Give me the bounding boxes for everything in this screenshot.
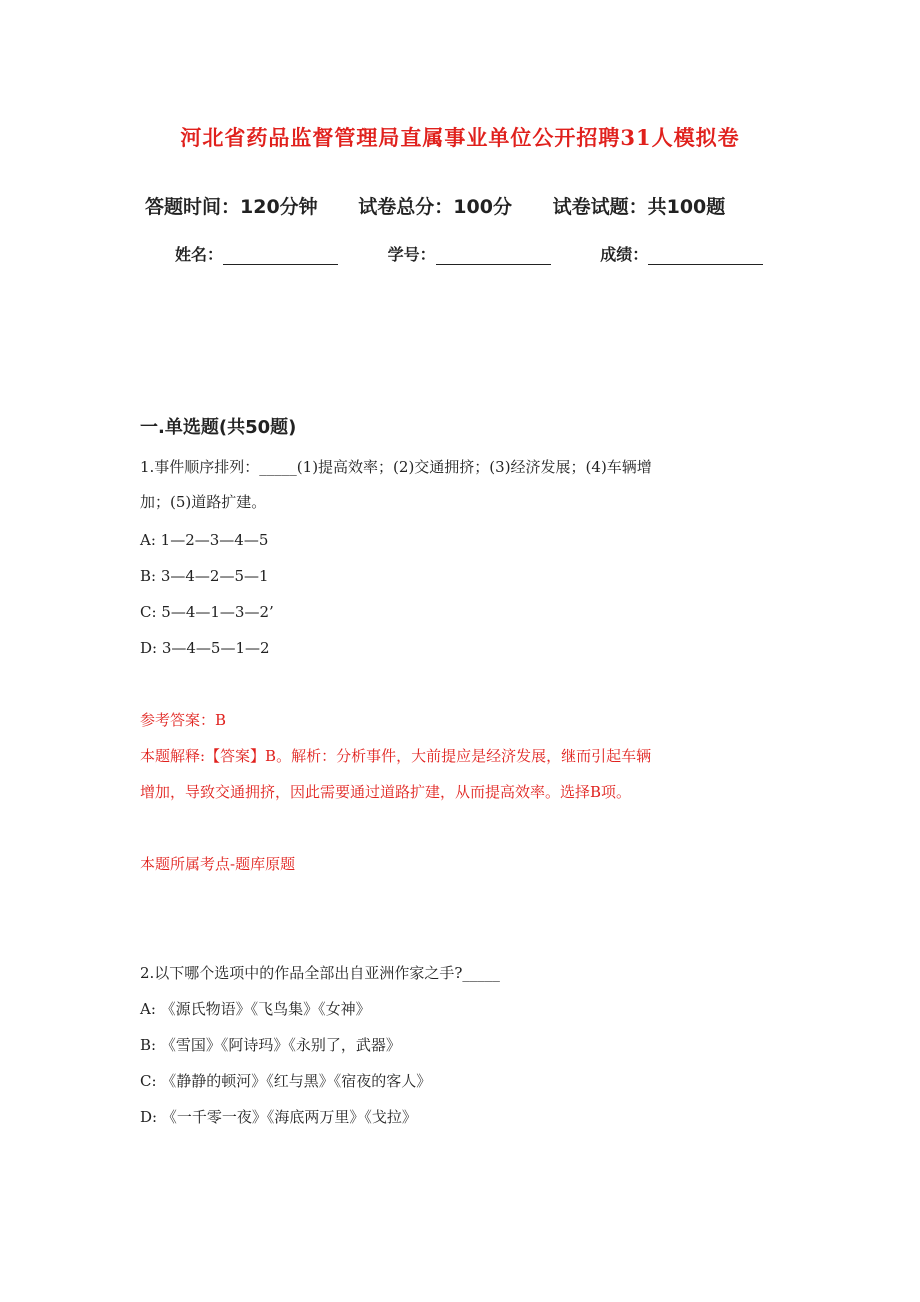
id-label: 学号：	[387, 245, 436, 264]
q1-stem-line2: 加；(5)道路扩建。	[140, 493, 267, 511]
q1-option-c: C: 5—4—1—3—2’	[140, 603, 274, 621]
q2-option-b: B: 《雪国》《阿诗玛》《永别了，武器》	[140, 1036, 401, 1054]
q1-explain-line1: 本题解释:【答案】B。解析：分析事件，大前提应是经济发展，继而引起车辆	[140, 747, 652, 765]
student-fields	[175, 242, 807, 265]
q1-stem-line1: 1.事件顺序排列：_____(1)提高效率；(2)交通拥挤；(3)经济发展；(4)车辆增	[140, 458, 652, 476]
q2-option-a: A: 《源氏物语》《飞鸟集》《女神》	[140, 1000, 371, 1018]
q2-option-d: D: 《一千零一夜》《海底两万里》《戈拉》	[140, 1108, 417, 1126]
name-field	[175, 242, 338, 265]
id-field	[388, 242, 551, 265]
exam-time: 答题时间：120分钟	[145, 196, 318, 218]
exam-meta	[145, 192, 759, 219]
document-title: 河北省药品监督管理局直属事业单位公开招聘31人模拟卷	[180, 125, 740, 150]
section-title: 一.单选题(共50题)	[140, 417, 297, 438]
q1-option-d: D: 3—4—5—1—2	[140, 639, 270, 657]
score-field	[600, 242, 763, 265]
score-blank	[648, 248, 763, 265]
q2-option-c: C: 《静静的顿河》《红与黑》《宿夜的客人》	[140, 1072, 432, 1090]
q1-source: 本题所属考点-题库原题	[140, 855, 296, 873]
q2-stem: 2.以下哪个选项中的作品全部出自亚洲作家之手?_____	[140, 964, 500, 982]
name-label: 姓名：	[175, 245, 224, 264]
exam-total-score: 试卷总分：100分	[358, 196, 512, 218]
exam-question-count: 试卷试题：共100题	[552, 196, 726, 218]
q1-option-b: B: 3—4—2—5—1	[140, 567, 269, 585]
q1-option-a: A: 1—2—3—4—5	[140, 531, 269, 549]
q1-explain-line2: 增加，导致交通拥挤，因此需要通过道路扩建，从而提高效率。选择B项。	[140, 783, 632, 801]
id-blank	[436, 248, 551, 265]
name-blank	[223, 248, 338, 265]
q1-answer: 参考答案：B	[140, 711, 227, 729]
score-label: 成绩：	[600, 245, 649, 264]
